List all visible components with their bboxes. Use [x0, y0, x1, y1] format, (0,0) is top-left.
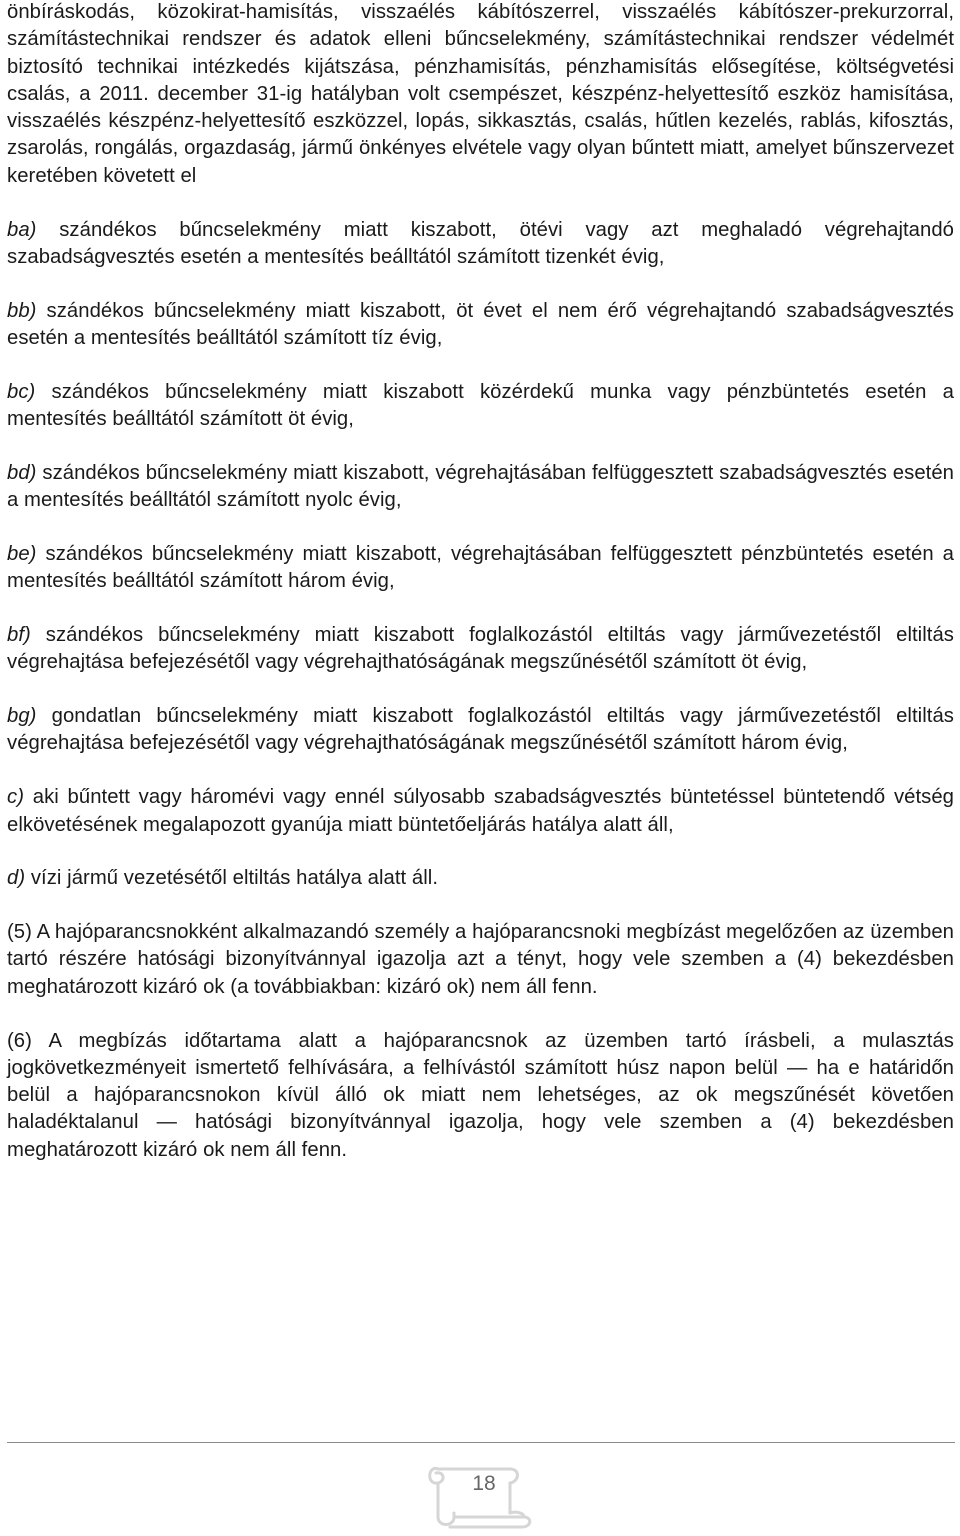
item-text: szándékos bűncselekmény miatt kiszabott, végrehajtásában felfüggesztett pénzbüntetés esetén a mentesítés beálltától számított három évig,: [7, 542, 955, 593]
page-number: 18: [472, 1472, 496, 1495]
item-bf: [7, 622, 954, 677]
item-bb: [7, 298, 954, 353]
item-bg: [7, 703, 954, 758]
item-bd: [7, 460, 954, 515]
item-ba: [7, 217, 954, 272]
item-label: ba): [7, 218, 37, 241]
item-bc: [7, 379, 954, 434]
item-label: c): [7, 786, 24, 809]
item-label: bc): [7, 380, 36, 403]
intro-paragraph: önbíráskodás, közokirat-hamisítás, visszaélés kábítószerrel, visszaélés kábítószer-prekurzorral, számítástechnikai rendszer és adatok elleni bűncselekmény, számítástechnikai rendszer védelmét biztosító technikai intézkedés kijátszása, pénzhamisítás, pénzhamisítás elősegítése, költségvetési csalás, a 2011. december 31-ig hatályban volt csempészet, készpénz-helyettesítő eszköz hamisítása, visszaélés készpénz-helyettesítő eszközzel, lopás, sikkasztás, csalás, hűtlen kezelés, rablás, kifosztás, zsarolás, rongálás, orgazdaság, jármű önkényes elvétele vagy olyan bűntett miatt, amelyet bűnszervezet keretében követett el: [7, 1, 954, 187]
item-label: bf): [7, 624, 31, 647]
section-6-paragraph: (6) A megbízás időtartama alatt a hajóparancsnok az üzemben tartó írásbeli, a mulasztás jogkövetkezményeit ismertető felhívására, a felhívástól számított húsz napon belül — ha e határidőn belül a hajóparancsnokon kívül álló ok miatt nem lehetséges, az ok megszűnését követően haladéktalanul — hatósági bizonyítvánnyal igazolja, hogy vele szemben a (4) bekezdésben meghatározott kizáró ok nem áll fenn.: [7, 1029, 954, 1161]
item-text: szándékos bűncselekmény miatt kiszabott, öt évet el nem érő végrehajtandó szabadságvesztés esetén a mentesítés beálltától számított tíz évig,: [7, 299, 954, 349]
page-number-badge: [424, 1455, 536, 1531]
item-text: szándékos bűncselekmény miatt kiszabott, ötévi vagy azt meghaladó végrehajtandó szabadságvesztés esetén a mentesítés beálltától számított tizenkét évig,: [7, 218, 954, 268]
item-label: bg): [7, 705, 37, 728]
item-label: bb): [7, 299, 37, 322]
item-text: aki bűntett vagy háromévi vagy ennél súlyosabb szabadságvesztés büntetéssel büntetendő vétség elkövetésének megalapozott gyanúja miatt büntetőeljárás hatálya alatt áll,: [7, 786, 954, 836]
document-page: [7, 0, 954, 1164]
footer-rule: [7, 1442, 955, 1443]
item-label: d): [7, 867, 26, 890]
item-d: [7, 865, 954, 892]
item-be: [7, 541, 954, 596]
item-c: [7, 784, 954, 839]
item-text: vízi jármű vezetésétől eltiltás hatálya alatt áll.: [30, 867, 439, 890]
section-5-paragraph: (5) A hajóparancsnokként alkalmazandó személy a hajóparancsnoki megbízást megelőzően az üzemben tartó részére hatósági bizonyítvánnyal igazolja azt a tényt, hogy vele szemben a (4) bekezdésben meghatározott kizáró ok (a továbbiakban: kizáró ok) nem áll fenn.: [7, 921, 954, 998]
item-text: szándékos bűncselekmény miatt kiszabott foglalkozástól eltiltás vagy járművezetéstől eltiltás végrehajtása befejezésétől vagy végrehajthatóságának megszűnésétől számított öt évig,: [7, 624, 955, 674]
item-label: be): [7, 542, 37, 565]
item-text: gondatlan bűncselekmény miatt kiszabott foglalkozástól eltiltás vagy járművezetéstől eltiltás végrehajtása befejezésétől vagy végrehajthatóságának megszűnésétől számított három évig,: [7, 705, 954, 755]
item-label: bd): [7, 461, 37, 484]
item-text: szándékos bűncselekmény miatt kiszabott közérdekű munka vagy pénzbüntetés esetén a mentesítés beálltától számított öt évig,: [7, 380, 955, 431]
item-text: szándékos bűncselekmény miatt kiszabott, végrehajtásában felfüggesztett szabadságvesztés esetén a mentesítés beálltától számított nyolc évig,: [7, 461, 954, 512]
